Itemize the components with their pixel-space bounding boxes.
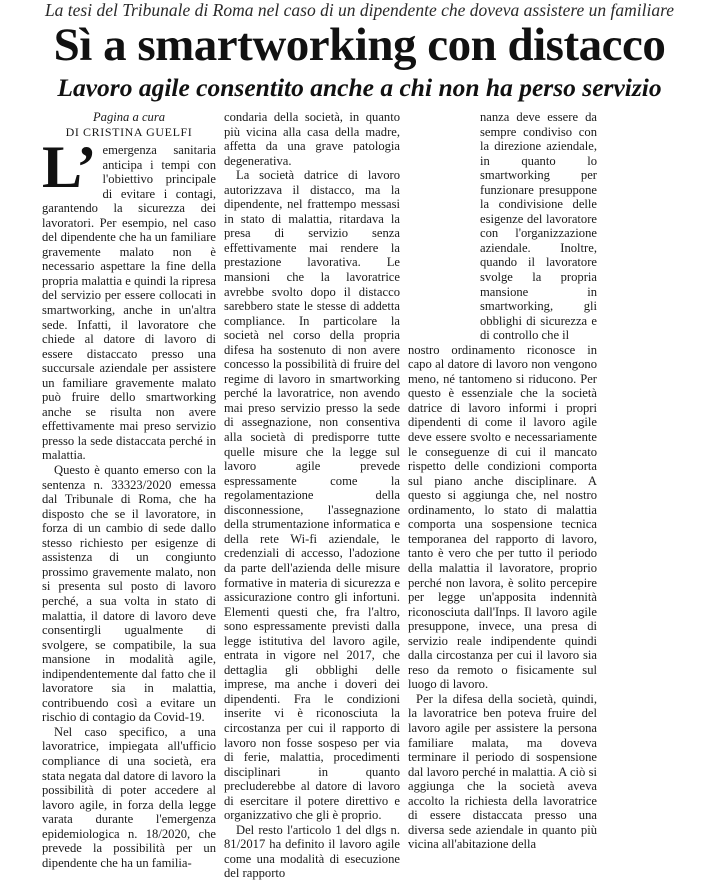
byline-prefix: Pagina a cura xyxy=(92,110,166,124)
article-column-2 xyxy=(224,110,400,881)
byline xyxy=(42,110,216,139)
paragraph: condaria della società, in quanto più vicina alla casa della madre, affetta da una grave patologia degenerativa. xyxy=(224,110,400,168)
paragraph: Questo è quanto emerso con la sentenza n. 33323/2020 emessa dal Tribunale di Roma, che ha disposto che se il lavoratore, in forza di un cambio di sede dallo stesso richiesto per esigenze di assistenza di un congiunto prossimo gravemente malato, non si presenta sul posto di lavoro perché, a sua volta in stato di malattia, il datore di lavoro deve consentirgli ugualmente di svolgere, se compatibile, la sua mansione in modalità agile, indipendentemente dal fatto che il lavoratore sia in malattia, contribuendo così a evitare un rischio di contagio da Covid-19. xyxy=(42,463,216,725)
paragraph: nostro ordinamento riconosce in capo al datore di lavoro non vengono meno, né tantomeno si riducono. Per questo è essenziale che la società datrice di lavoro informi i propri dipendenti di come il lavoro agile deve essere svolto e necessariamente le conseguenze di cui il mancato rispetto delle condizioni comporta sul piano anche disciplinare. A questo si aggiunga che, nel nostro ordinamento, lo stato di malattia comporta una sospensione tecnica temporanea del rapporto di lavoro, tanto è vero che per tutto il periodo della malattia il lavoratore, proprio perché non lavora, è solito percepire per legge un'apposita indennità riconosciuta dall'Inps. Il lavoro agile presuppone, invece, una presa di servizio reale indipendente quindi dalla circostanza per cui il lavoro sia reso da remoto o fisicamente sul luogo di lavoro. xyxy=(408,342,597,692)
paragraph: Del resto l'articolo 1 del dlgs n. 81/2017 ha definito il lavoro agile come una modalità di esecuzione del rapporto xyxy=(224,822,400,881)
kicker: La tesi del Tribunale di Roma nel caso di un dipendente che doveva assistere un familiare xyxy=(44,0,675,20)
paragraph: La società datrice di lavoro autorizzava il distacco, ma la dipendente, nel frattempo messasi in stato di malattia, ritardava la presa di servizio senza effettivamente mai rendere la prestazione lavorativa. Le mansioni che la lavoratrice avrebbe svolto dopo il distacco sarebbero state le stesse di addetta compliance. In particolare la società nel corso della propria difesa ha sostenuto di non avere concesso la possibilità di fruire del regime di lavoro in smartworking perché la lavoratrice, non avendo mai preso servizio presso la sede di assegnazione, non consentiva alla società di predisporre tutte quelle misure che la legge sul lavoro agile prevede espressamente come la regolamentazione della disconnessione, l'assegnazione della strumentazione informatica e della rete Wi-fi aziendale, le credenziali di accesso, l'adozione da parte dell'azienda delle misure formative in materia di sicurezza e assicurazione contro gli infortuni. Elementi questi che, fra l'altro, sono espressamente previsti dalla legge istitutiva del lavoro agile, entrata in vigore nel 2017, che dettaglia gli obblighi delle imprese, ma anche i doveri dei dipendenti. Fra le condizioni inserite vi è riconosciuta la circostanza per cui il rapporto di lavoro non fosse sospeso per via di ferie, malattia, procedimenti disciplinari in quanto precluderebbe al datore di lavoro di esercitare il potere direttivo e organizzativo che gli è proprio. xyxy=(224,168,400,823)
subtitle: Lavoro agile consentito anche a chi non ha perso servizio xyxy=(57,73,662,102)
paragraph: Per la difesa della società, quindi, la lavoratrice ben poteva fruire del lavoro agile per assistere la persona familiare malata, ma doveva terminare il periodo di sospensione dal lavoro perché in malattia. A ciò si aggiunga che la società aveva accolto la richiesta della lavoratrice di essere distaccata presso una diversa sede aziendale in quanto più vicina all'abitazione della xyxy=(408,691,597,852)
drop-cap: L’ xyxy=(42,134,97,200)
paragraph: Nel caso specifico, a una lavoratrice, impiegata all'ufficio compliance di una società, era stata negata dal datore di lavoro la possibilità di poter accedere al lavoro agile, in forza della legge varata durante l'emergenza epidemiologica n. 18/2020, che prevede la possibilità per un dipendente che ha un familia- xyxy=(42,724,216,870)
article-column-1 xyxy=(42,110,216,870)
article-column-3 xyxy=(408,110,597,852)
byline-author: DI CRISTINA GUELFI xyxy=(65,124,193,139)
headline: Sì a smartworking con distacco xyxy=(53,19,666,71)
paragraph xyxy=(42,134,216,463)
paragraph: nanza deve essere da sempre condiviso con la direzione aziendale, in quanto lo smartworking per funzionare presuppone la condivisione delle esigenze del lavoratore con l'organizzazione aziendale. Inoltre, quando il lavoratore svolge la propria mansione in smartworking, gli obblighi di sicurezza e di controllo che il xyxy=(480,110,597,343)
paragraph-text: emergenza sanitaria anticipa i tempi con l'obiettivo principale di evitare i contagi, garantendo la sicurezza dei lavoratori. Per esempio, nel caso del dipendente che ha un familiare gravemente malato non è necessario aspettare la fine della propria malattia e quindi la ripresa del servizio per essere collocati in smartworking, anche in un'altra sede. Infatti, il lavoratore che chiede al datore di lavoro di essere distaccato presso una succursale aziendale per assistere un familiare gravemente malato può fruire dello smartworking anche se risulta non avere effettivamente mai preso servizio presso la sede distaccata perché in malattia. xyxy=(42,143,216,463)
narrow-text-block xyxy=(480,110,597,343)
